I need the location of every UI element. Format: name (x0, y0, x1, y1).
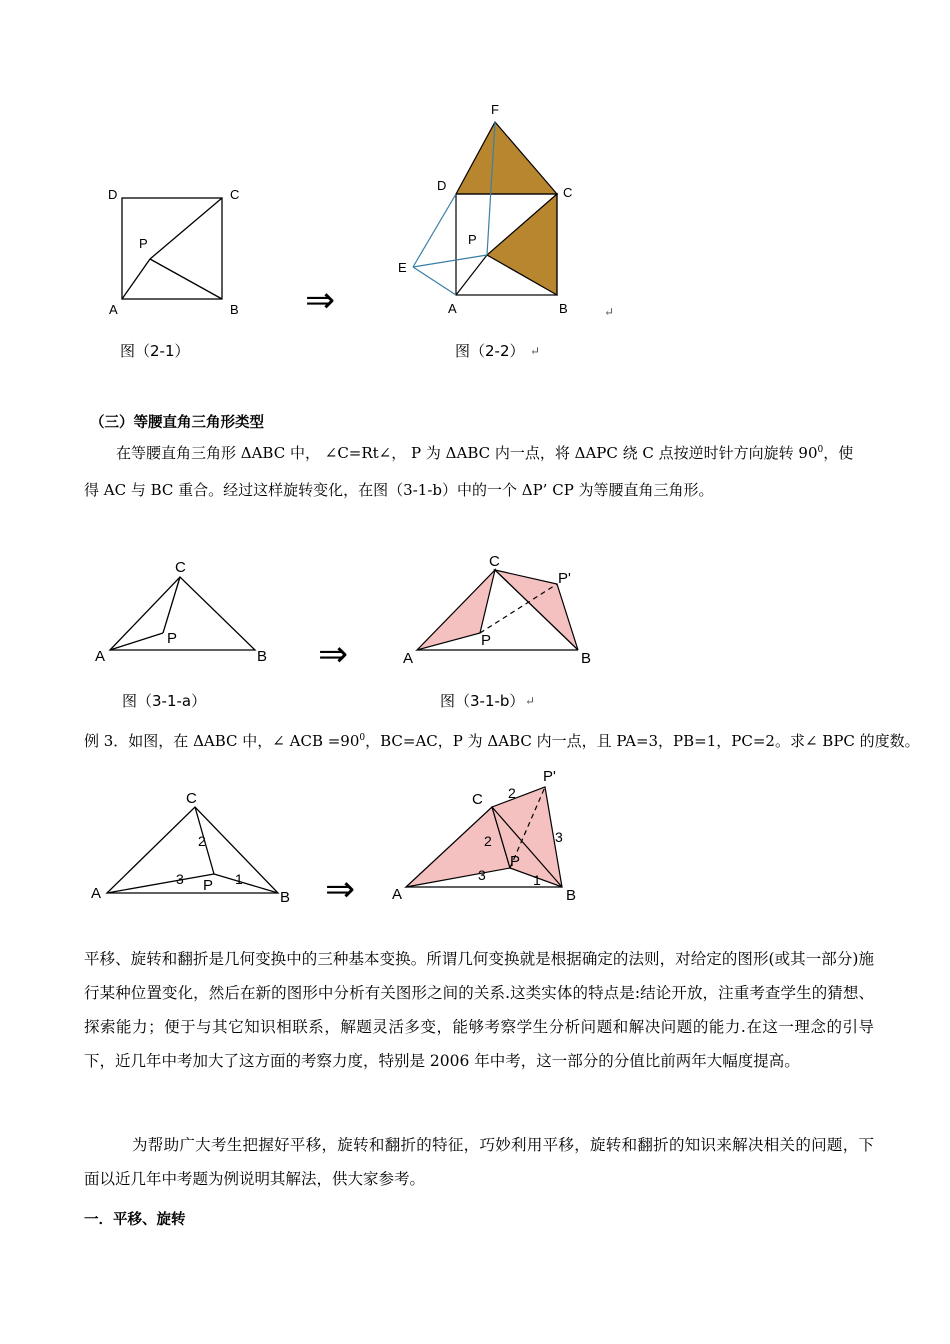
label-p: P (468, 232, 477, 247)
paragraph-line: 得 AC 与 BC 重合。经过这样旋转变化，在图（3-1-b）中的一个 ΔP’ CP 为等腰直角三角形。 (84, 481, 714, 499)
label-e: E (398, 260, 407, 275)
label-pc-length: 2 (198, 833, 206, 849)
example-3-statement: 例 3．如图，在 ΔABC 中，∠ ACB $=90^0$，BC=AC，P 为 ΔABC 内一点，且 PA=3，PB=1，PC=2。求∠ BPC 的度数。 (84, 732, 920, 750)
square-abcd (122, 198, 222, 299)
figure-2-1 (122, 198, 222, 299)
label-p: P (481, 632, 492, 649)
section-heading-isosceles-right: （三）等腰直角三角形类型 (90, 415, 264, 431)
label-a: A (403, 650, 414, 667)
quad-cp1bp-filled (492, 787, 562, 887)
label-d: D (108, 187, 118, 202)
label-b: B (257, 648, 268, 665)
label-pa-length: 3 (176, 871, 184, 887)
implies-arrow-icon: ⇒ (318, 634, 349, 675)
triangle-fdc-filled (456, 122, 557, 194)
segment-pb (150, 259, 222, 299)
label-b: B (230, 302, 239, 317)
label-pa-length: 3 (478, 867, 486, 883)
implies-arrow-icon: ⇒ (305, 280, 336, 321)
segment-ed (413, 194, 456, 267)
label-c: C (472, 791, 483, 808)
label-a: A (95, 648, 106, 665)
label-b: B (559, 301, 568, 316)
label-p: P (167, 630, 178, 647)
label-b: B (280, 889, 291, 906)
caption-fig-3-1-a: 图（3-1-a） (122, 692, 207, 710)
caption-fig-3-1-b: 图（3-1-b） (440, 692, 525, 710)
label-b: B (581, 650, 592, 667)
triangle-abc (110, 577, 255, 650)
label-pb-length: 1 (533, 872, 541, 888)
segment-ea (413, 267, 456, 295)
label-p-prime: P' (543, 768, 556, 785)
paragraph-purpose: 为帮助广大考生把握好平移，旋转和翻折的特征，巧妙利用平移，旋转和翻折的知识来解决相关的问题，下面以近几年中考题为例说明其解法，供大家参考。 (84, 1136, 874, 1188)
triangle-abc (107, 807, 278, 893)
label-a: A (91, 885, 102, 902)
label-bp1-length: 3 (555, 829, 563, 845)
return-mark-icon: ↵ (604, 305, 615, 319)
figure-3-1-b (417, 570, 578, 650)
label-c: C (175, 559, 186, 576)
section-heading-translation-rotation: 一．平移、旋转 (84, 1212, 186, 1228)
figure-2-2 (413, 122, 557, 295)
paragraph-line: 在等腰直角三角形 ΔABC 中， ∠C=Rt∠， P 为 ΔABC 内一点，将 ΔAPC 绕 C 点按逆时针方向旋转 $90^0$，使 (116, 444, 854, 462)
label-a: A (392, 886, 403, 903)
label-pb-length: 1 (235, 871, 243, 887)
triangle-apc-filled (406, 807, 510, 887)
label-p-prime: P' (558, 570, 571, 587)
label-d: D (437, 178, 447, 193)
label-c: C (230, 187, 240, 202)
label-c: C (563, 185, 573, 200)
figure-3-1-a (110, 577, 255, 650)
label-p: P (139, 236, 148, 251)
segment-pa (122, 259, 150, 299)
caption-fig-2-1: 图（2-1） (120, 342, 190, 360)
return-mark-icon: ↵ (525, 694, 536, 708)
label-b: B (566, 887, 577, 904)
triangle-cbp-filled (487, 194, 557, 295)
segment-ep (413, 255, 487, 267)
implies-arrow-icon: ⇒ (325, 869, 356, 910)
label-a: A (448, 301, 457, 316)
figure-example3-left (107, 807, 278, 893)
paragraph-intro: 平移、旋转和翻折是几何变换中的三种基本变换。所谓几何变换就是根据确定的法则，对给定的图形(或其一部分)施行某种位置变化，然后在新的图形中分析有关图形之间的关系.这类实体的特点是:结论开放，注重考查学生的猜想、探索能力；便于与其它知识相联系，解题灵活多变，能够考察学生分析问题和解决问题的能力.在这一理念的引导下，近几年中考加大了这方面的考察力度，特别是 2006 年中考，这一部分的分值比前两年大幅度提高。 (84, 950, 874, 1070)
label-c: C (489, 553, 500, 570)
label-a: A (109, 302, 118, 317)
segment-pc (150, 198, 222, 259)
label-p: P (510, 853, 521, 870)
label-cp1-length: 2 (508, 785, 516, 801)
label-p: P (203, 877, 214, 894)
caption-fig-2-2: 图（2-2） (455, 342, 525, 360)
return-mark-icon: ↵ (530, 344, 541, 358)
label-c: C (186, 790, 197, 807)
label-f: F (491, 102, 499, 117)
segment-pa (456, 255, 487, 295)
label-cp-length: 2 (484, 833, 492, 849)
